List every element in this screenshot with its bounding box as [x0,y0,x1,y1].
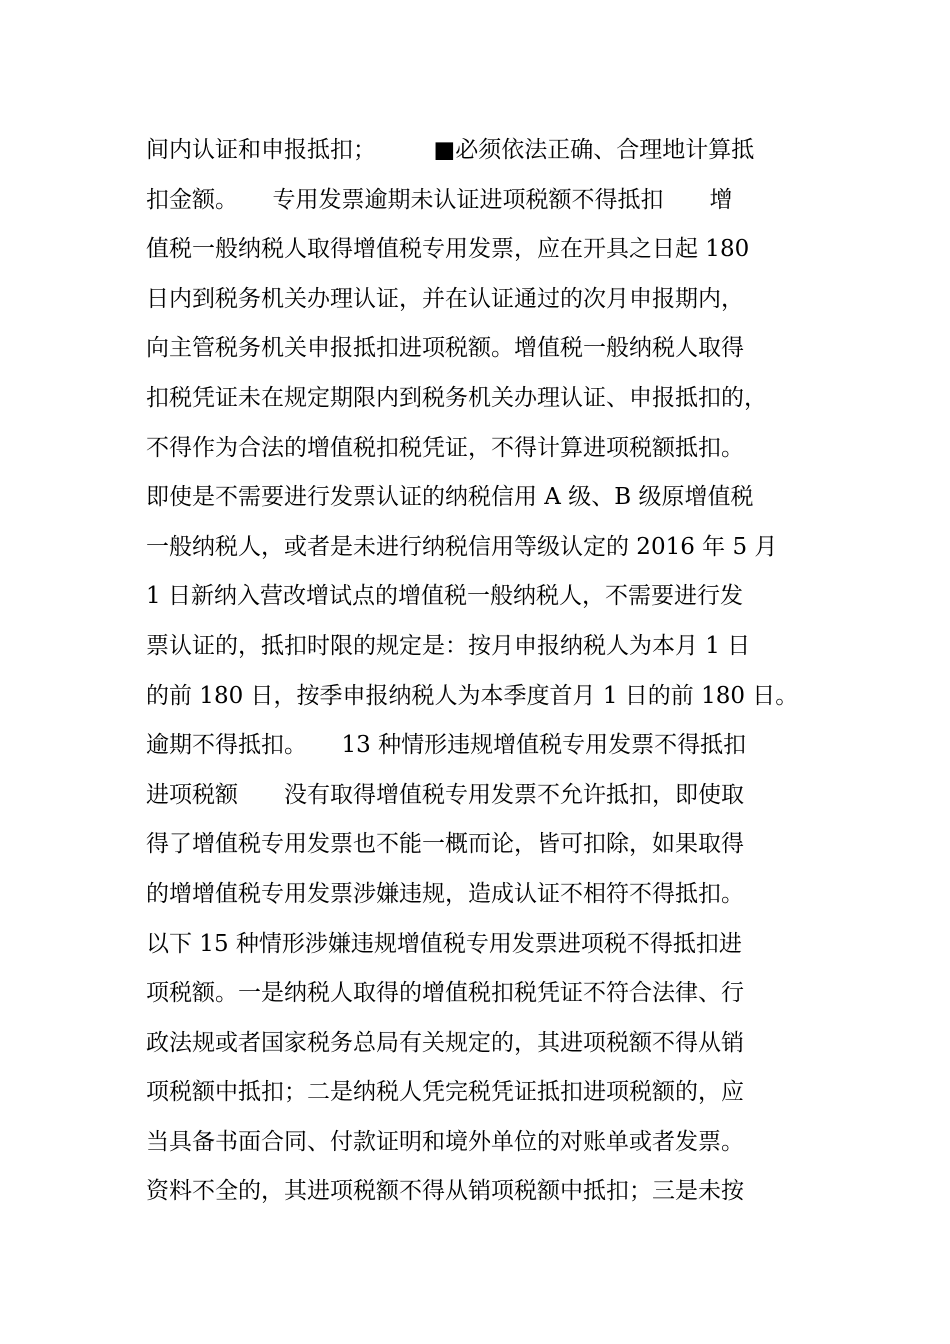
text-line: 逾期不得抵扣。 13 种情形违规增值税专用发票不得抵扣 [146,732,747,759]
text-line: 日内到税务机关办理认证，并在认证通过的次月申报期内， [146,285,744,312]
text-line: 1 日新纳入营改增试点的增值税一般纳税人，不需要进行发 [146,583,743,610]
text-line: 扣金额。 专用发票逾期未认证进项税额不得抵扣 增 [146,186,733,213]
text-line: 的增增值税专用发票涉嫌违规，造成认证不相符不得抵扣。 [146,880,744,907]
text-line: 以下 15 种情形涉嫌违规增值税专用发票进项税不得抵扣进 [146,930,742,957]
text-line: 项税额。一是纳税人取得的增值税扣税凭证不符合法律、行 [146,980,744,1007]
text-line: 项税额中抵扣；二是纳税人凭完税凭证抵扣进项税额的，应 [146,1079,744,1106]
text-line: 的前 180 日，按季申报纳税人为本季度首月 1 日的前 180 日。 [146,682,799,709]
text-line: 间内认证和申报抵扣； ■必须依法正确、合理地计算抵 [146,137,755,163]
text-line: 得了增值税专用发票也不能一概而论，皆可扣除，如果取得 [146,831,744,858]
text-line: 当具备书面合同、付款证明和境外单位的对账单或者发票。 [146,1128,744,1155]
text-line: 票认证的，抵扣时限的规定是：按月申报纳税人为本月 1 日 [146,632,751,659]
text-line: 不得作为合法的增值税扣税凭证，不得计算进项税额抵扣。 [146,434,744,461]
body-text [146,126,826,1217]
text-line: 向主管税务机关申报抵扣进项税额。增值税一般纳税人取得 [146,335,744,362]
text-line: 扣税凭证未在规定期限内到税务机关办理认证、申报抵扣的， [146,384,767,411]
text-line: 政法规或者国家税务总局有关规定的，其进项税额不得从销 [146,1029,744,1056]
text-line: 值税一般纳税人取得增值税专用发票，应在开具之日起 180 [146,236,750,263]
text-line: 一般纳税人，或者是未进行纳税信用等级认定的 2016 年 5 月 [146,533,778,560]
text-line: 即使是不需要进行发票认证的纳税信用 A 级、B 级原增值税 [146,484,754,511]
text-line: 进项税额 没有取得增值税专用发票不允许抵扣，即使取 [146,781,744,808]
text-line: 资料不全的，其进项税额不得从销项税额中抵扣；三是未按 [146,1178,744,1205]
